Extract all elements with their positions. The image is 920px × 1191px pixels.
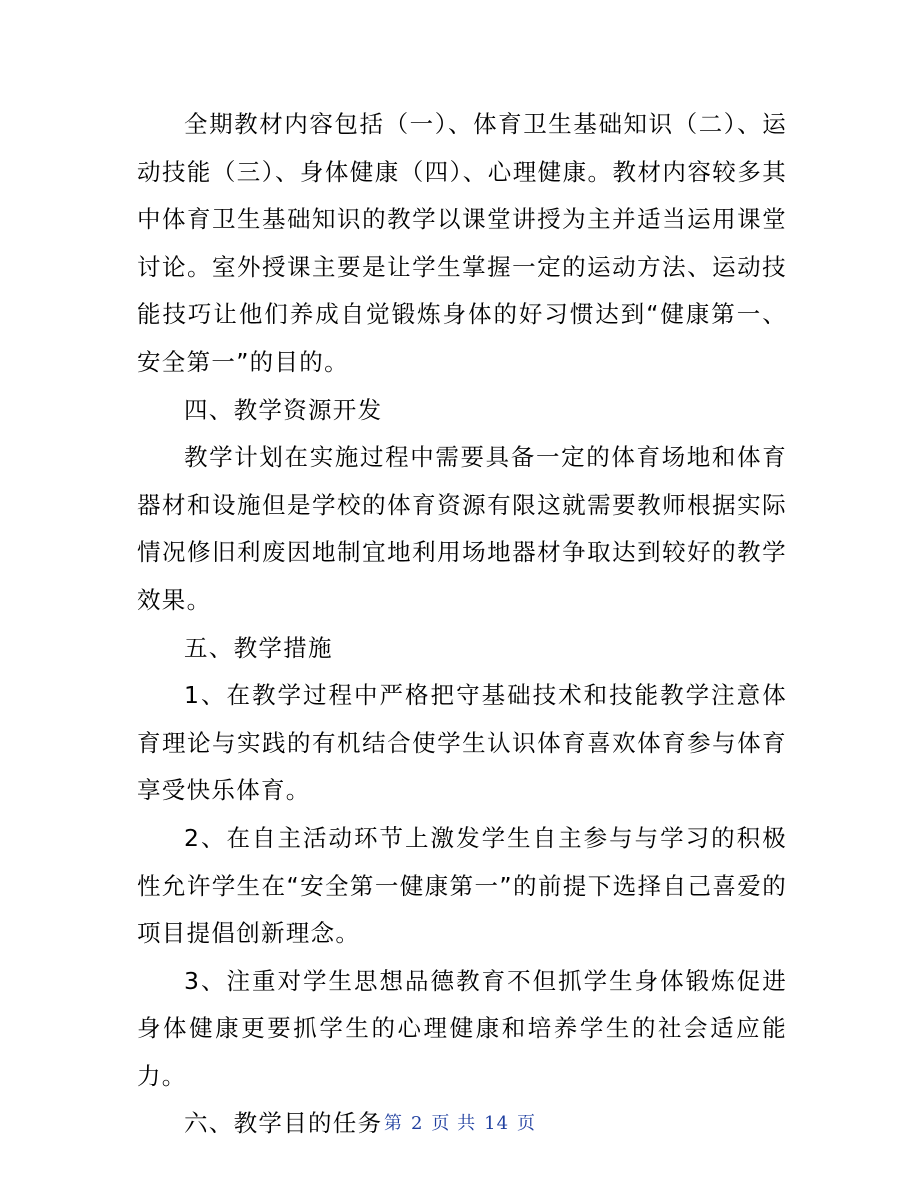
document-body (137, 101, 787, 1148)
footer-total-pages: 14 (484, 1113, 510, 1134)
footer-suffix: 页 (517, 1113, 537, 1134)
footer-current-page: 2 (410, 1113, 424, 1134)
paragraph-curriculum-content: 全期教材内容包括（一）、体育卫生基础知识（二）、运动技能（三）、身体健康（四）、心理健康。教材内容较多其中体育卫生基础知识的教学以课堂讲授为主并适当运用课堂讨论。室外授课主要是让学生掌握一定的运动方法、运动技能技巧让他们养成自觉锻炼身体的好习惯达到“健康第一、安全第一”的目的。 (137, 110, 787, 376)
section-heading-teaching-resources: 四、教学资源开发 (184, 395, 383, 424)
paragraph-measure-3: 3、注重对学生思想品德教育不但抓学生身体锻炼促进身体健康更要抓学生的心理健康和培养学生的社会适应能力。 (137, 966, 787, 1090)
section-heading-teaching-goals: 六、教学目的任务 (184, 1109, 383, 1138)
section-heading-teaching-measures: 五、教学措施 (184, 633, 333, 662)
footer-middle: 页 共 (431, 1113, 477, 1134)
footer-prefix: 第 (383, 1113, 403, 1134)
paragraph-measure-2: 2、在自主活动环节上激发学生自主参与与学习的积极性允许学生在“安全第一健康第一”的前提下选择自己喜爱的项目提倡创新理念。 (137, 823, 787, 948)
paragraph-measure-1: 1、在教学过程中严格把守基础技术和技能教学注意体育理论与实践的有机结合使学生认识体育喜欢体育参与体育享受快乐体育。 (137, 681, 787, 805)
paragraph-teaching-resources: 教学计划在实施过程中需要具备一定的体育场地和体育器材和设施但是学校的体育资源有限这就需要教师根据实际情况修旧利废因地制宜地利用场地器材争取达到较好的教学效果。 (137, 443, 787, 614)
page-footer (0, 1112, 920, 1136)
